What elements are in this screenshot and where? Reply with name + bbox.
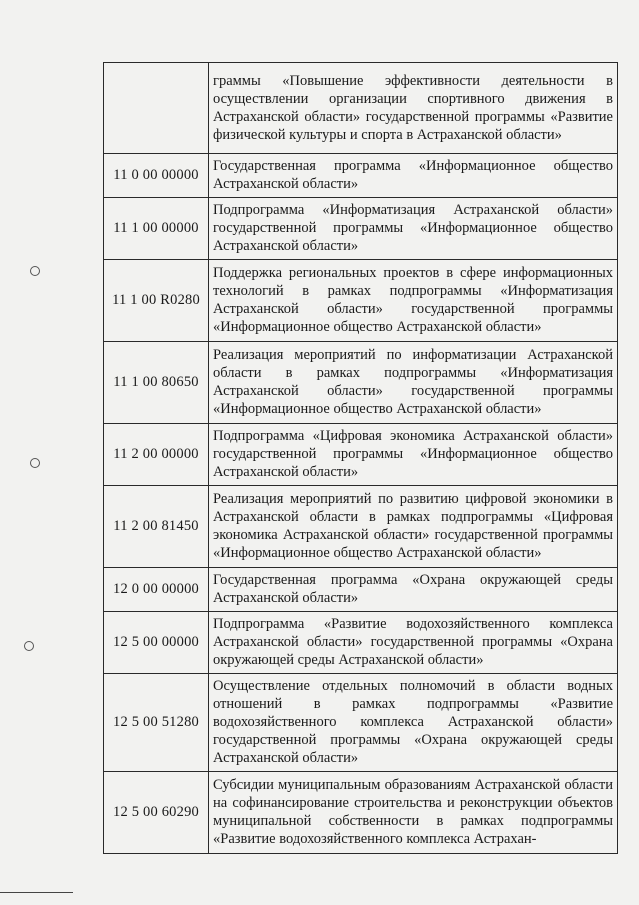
code-cell: 12 5 00 00000	[104, 612, 209, 674]
code-cell: 12 5 00 60290	[104, 772, 209, 854]
code-cell: 12 0 00 00000	[104, 568, 209, 612]
table-row	[104, 342, 618, 424]
code-cell: 11 1 00 00000	[104, 198, 209, 260]
table-row	[104, 154, 618, 198]
code-cell: 11 1 00 R0280	[104, 260, 209, 342]
binder-hole-icon	[24, 641, 34, 651]
description-cell: граммы «Повышение эффективности деятельности в осуществлении организации спортивного движения в Астраханской области» государственной программы «Развитие физической культуры и спорта в Астраханской области»	[209, 63, 618, 154]
description-cell: Осуществление отдельных полномочий в области водных отношений в рамках подпрограммы «Развитие водохозяйственного комплекса Астраханской области» государственной программы «Охрана окружающей среды Астраханской области»	[209, 674, 618, 772]
description-cell: Реализация мероприятий по развитию цифровой экономики в Астраханской области в рамках подпрограммы «Цифровая экономика Астраханской области» государственной программы «Информационное общество Астраханской области»	[209, 486, 618, 568]
table-row	[104, 772, 618, 854]
description-cell: Подпрограмма «Цифровая экономика Астраханской области» государственной программы «Информационное общество Астраханской области»	[209, 424, 618, 486]
code-cell: 11 2 00 81450	[104, 486, 209, 568]
description-cell: Подпрограмма «Развитие водохозяйственного комплекса Астраханской области» государственной программы «Охрана окружающей среды Астраханской области»	[209, 612, 618, 674]
description-cell: Подпрограмма «Информатизация Астраханской области» государственной программы «Информационное общество Астраханской области»	[209, 198, 618, 260]
code-cell: 12 5 00 51280	[104, 674, 209, 772]
budget-classification-table	[103, 62, 618, 854]
description-cell: Поддержка региональных проектов в сфере информационных технологий в рамках подпрограммы «Информатизация Астраханской области» государственной программы «Информационное общество Астраханской области»	[209, 260, 618, 342]
table-row	[104, 612, 618, 674]
footnote-separator	[0, 892, 73, 893]
table-row	[104, 674, 618, 772]
description-cell: Субсидии муниципальным образованиям Астраханской области на софинансирование строительства и реконструкции объектов муниципальной собственности в рамках подпрограммы «Развитие водохозяйственного комплекса Астрахан-	[209, 772, 618, 854]
code-cell: 11 2 00 00000	[104, 424, 209, 486]
table-row	[104, 198, 618, 260]
table-row	[104, 568, 618, 612]
code-cell	[104, 63, 209, 154]
code-cell: 11 1 00 80650	[104, 342, 209, 424]
description-cell: Государственная программа «Информационное общество Астраханской области»	[209, 154, 618, 198]
table-row	[104, 260, 618, 342]
table-row	[104, 63, 618, 154]
description-cell: Государственная программа «Охрана окружающей среды Астраханской области»	[209, 568, 618, 612]
description-cell: Реализация мероприятий по информатизации Астраханской области в рамках подпрограммы «Информатизация Астраханской области» государственной программы «Информационное общество Астраханской области»	[209, 342, 618, 424]
binder-hole-icon	[30, 458, 40, 468]
table-row	[104, 424, 618, 486]
code-cell: 11 0 00 00000	[104, 154, 209, 198]
table-row	[104, 486, 618, 568]
binder-hole-icon	[30, 266, 40, 276]
